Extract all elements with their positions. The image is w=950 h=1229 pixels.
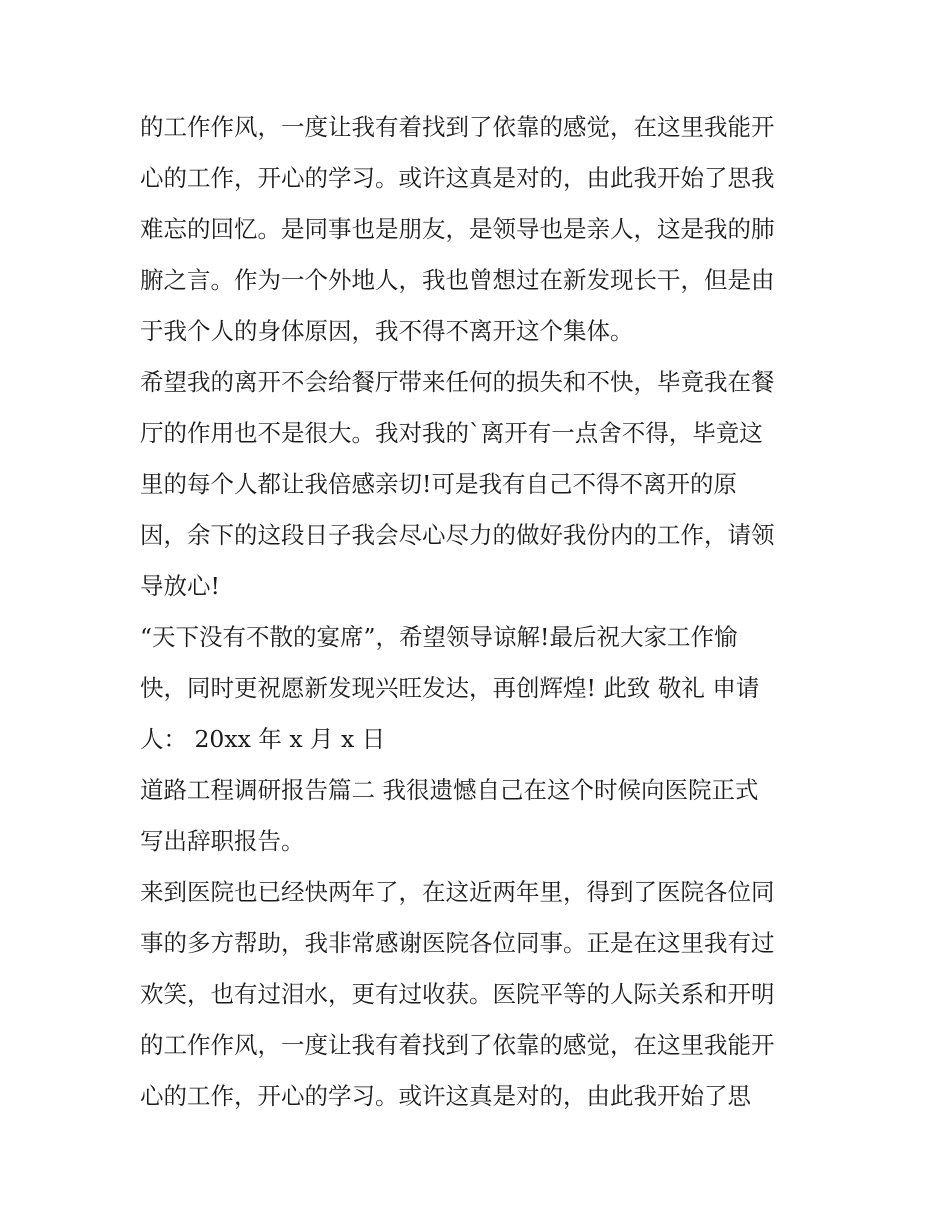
text-line: 的工作作风，一度让我有着找到了依靠的感觉，在这里我能开 [140,113,775,141]
text-line: 腑之言。作为一个外地人，我也曾想过在新发现长干，但是由 [140,266,775,294]
text-line: 厅的作用也不是很大。我对我的`离开有一点舍不得，毕竟这 [140,419,763,447]
text-line: 心的工作，开心的学习。或许这真是对的，由此我开始了思我 [140,164,775,192]
text-line: 于我个人的身体原因，我不得不离开这个集体。 [140,317,634,345]
document-body [140,102,820,1122]
text-line: 难忘的回忆。是同事也是朋友，是领导也是亲人，这是我的肺 [140,215,775,243]
text-line: “天下没有不散的宴席”，希望领导谅解!最后祝大家工作愉 [140,623,738,651]
text-line: 人： 20xx 年 x 月 x 日 [140,725,386,753]
text-line: 里的每个人都让我倍感亲切!可是我有自己不得不离开的原 [140,470,737,498]
text-line: 道路工程调研报告篇二 我很遗憾自己在这个时候向医院正式 [140,776,759,804]
text-line: 因，余下的这段日子我会尽心尽力的做好我份内的工作，请领 [140,521,775,549]
text-line: 快，同时更祝愿新发现兴旺发达，再创辉煌! 此致 敬礼 申请 [140,674,760,702]
text-line: 来到医院也已经快两年了，在这近两年里，得到了医院各位同 [140,878,775,906]
text-line: 写出辞职报告。 [140,827,305,855]
text-line: 事的多方帮助，我非常感谢医院各位同事。正是在这里我有过 [140,929,775,957]
text-line: 欢笑，也有过泪水，更有过收获。医院平等的人际关系和开明 [140,980,775,1008]
text-line: 心的工作，开心的学习。或许这真是对的，由此我开始了思 [140,1082,751,1110]
text-line: 导放心! [140,572,220,600]
text-line: 的工作作风，一度让我有着找到了依靠的感觉，在这里我能开 [140,1031,775,1059]
text-line: 希望我的离开不会给餐厅带来任何的损失和不快，毕竟我在餐 [140,368,775,396]
